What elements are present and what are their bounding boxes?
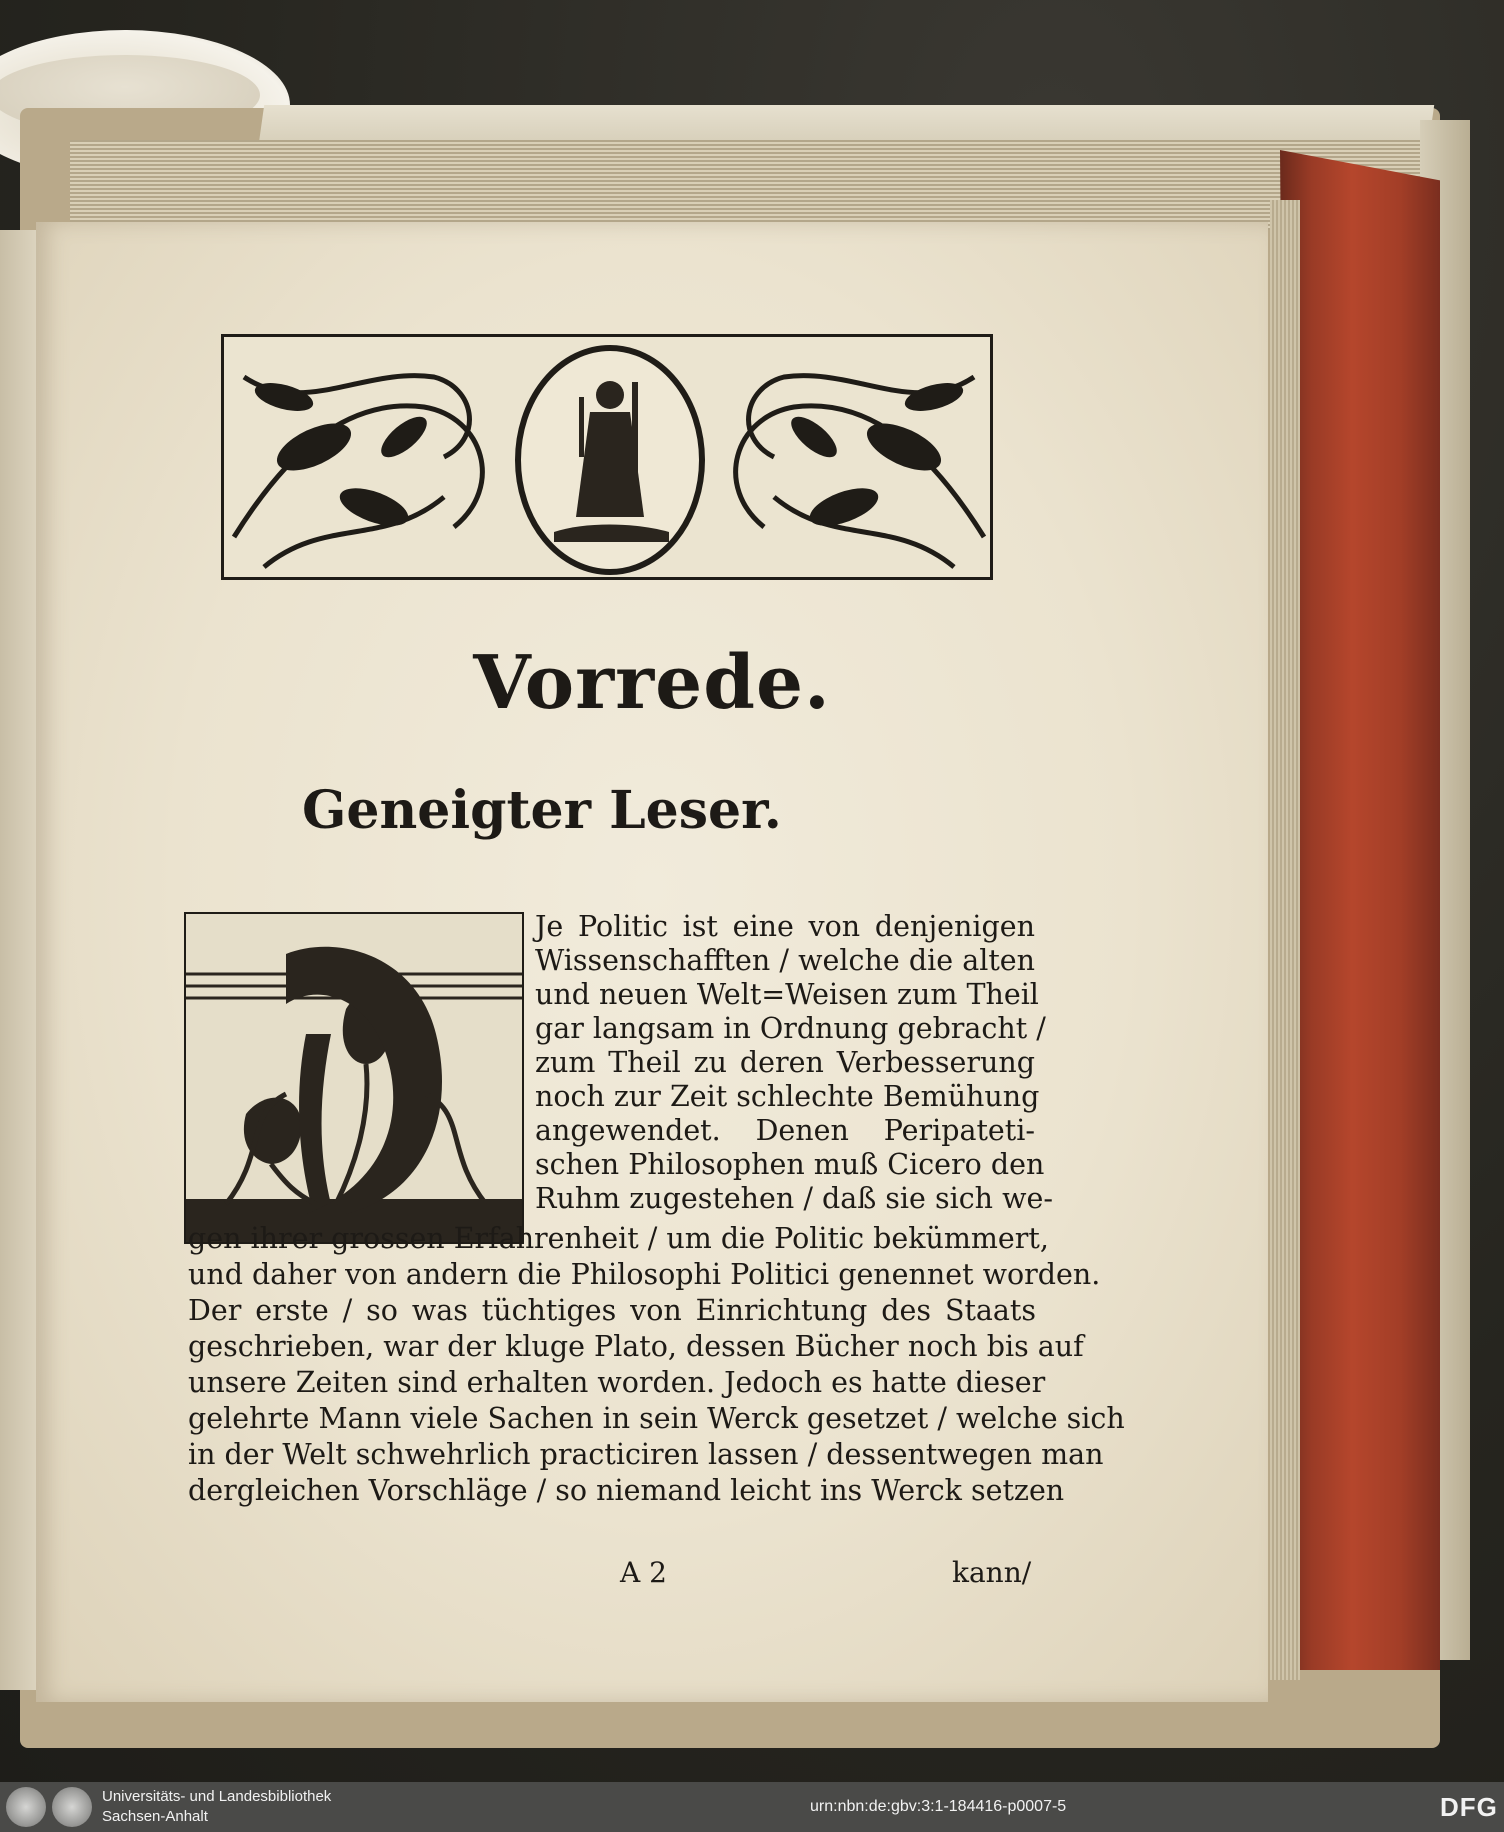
urn-identifier[interactable]: urn:nbn:de:gbv:3:1-184416-p0007-5 [810,1798,1067,1815]
library-name-line2: Sachsen-Anhalt [102,1808,208,1825]
library-name-line1: Universitäts- und Landesbibliothek [102,1788,332,1805]
tulip-woodcut-icon [186,914,524,1244]
foliage-ornament-icon [224,337,993,580]
text-line: zum Theil zu deren Verbesserung [535,1046,1035,1079]
text-line: geschrieben, war der kluge Plato, dessen Bücher noch bis auf [188,1330,1084,1363]
text-line: gar langsam in Ordnung gebracht / [535,1012,1046,1045]
dfg-logo: DFG [1440,1792,1498,1822]
text-line: Der erste / so was tüchtiges von Einrichtung des Staats [188,1294,1036,1327]
text-line: noch zur Zeit schlechte Bemühung [535,1080,1040,1113]
page-title: Vorrede. [473,640,831,726]
page-edges-top [70,140,1420,230]
library-seal-icon [52,1787,92,1827]
text-line: und neuen Welt=Weisen zum Theil [535,978,1039,1011]
text-line: schen Philosophen muß Cicero den [535,1148,1045,1181]
text-line: Ruhm zugestehen / daß sie sich we- [535,1182,1053,1215]
page-edges-right [1270,200,1300,1680]
library-seal-icon [6,1787,46,1827]
book-page [36,222,1268,1702]
text-line: und daher von andern die Philosophi Politici genennet worden. [188,1258,1101,1291]
greeting-heading: Geneigter Leser. [302,780,782,841]
text-line: angewendet. Denen Peripateti- [535,1114,1035,1147]
ornamental-headpiece [221,334,993,580]
signature-mark: A 2 [620,1556,667,1589]
text-line: Wissenschafften / welche die alten [535,944,1035,977]
decorated-initial [184,912,524,1244]
text-line: dergleichen Vorschläge / so niemand leicht ins Werck setzen [188,1474,1065,1507]
footer-bar [0,1782,1504,1832]
text-line: Je Politic ist eine von denjenigen [535,910,1035,943]
catchword: kann/ [952,1556,1032,1589]
text-line: in der Welt schwehrlich practiciren lassen / dessentwegen man [188,1438,1104,1471]
text-line: gelehrte Mann viele Sachen in sein Werck gesetzet / welche sich [188,1402,1125,1435]
red-fore-edge [1280,150,1440,1670]
text-line: unsere Zeiten sind erhalten worden. Jedoch es hatte dieser [188,1366,1046,1399]
text-line: gen ihrer grossen Erfahrenheit / um die Politic bekümmert, [188,1222,1049,1255]
